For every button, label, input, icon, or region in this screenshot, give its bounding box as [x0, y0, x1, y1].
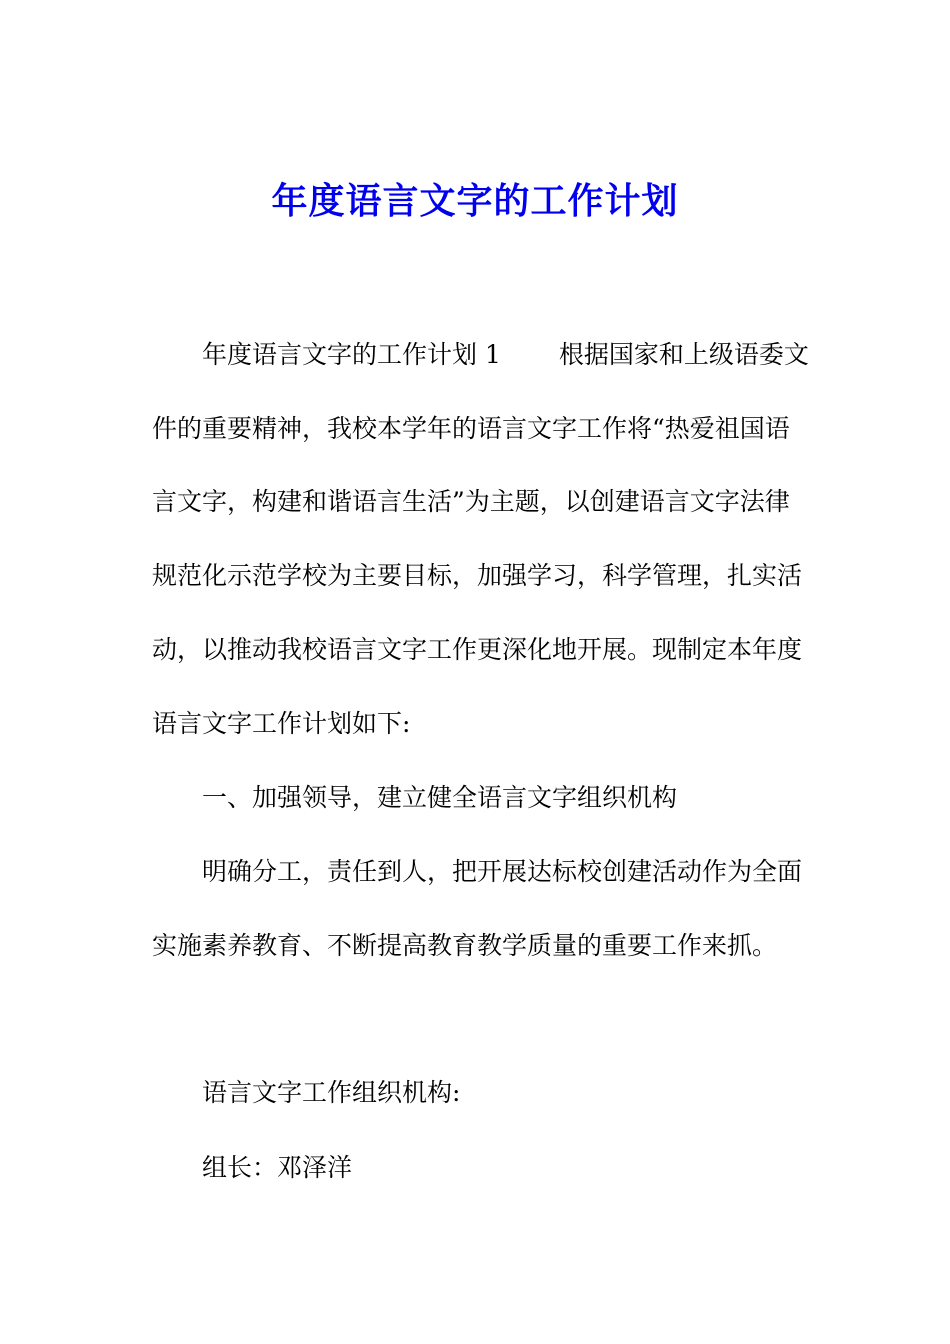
- paragraph-intro-body: 根据国家和上级语委文件的重要精神，我校本学年的语言文字工作将“热爱祖国语言文字，构建和谐语言生活”为主题，以创建语言文字法律规范化示范学校为主要目标，加强学习，科学管理，扎实活动，以推动我校语言文字工作更深化地开展。现制定本年度语言文字工作计划如下:: [152, 340, 809, 738]
- paragraph-organization: 语言文字工作组织机构:: [202, 1078, 461, 1107]
- paragraph-leader: 组长：邓泽洋: [202, 1153, 353, 1182]
- document-title: 年度语言文字的工作计划: [271, 180, 679, 222]
- section-heading-1: 一、加强领导，建立健全语言文字组织机构: [202, 783, 678, 812]
- paragraph-division: 明确分工，责任到人，把开展达标校创建活动作为全面实施素养教育、不断提高教育教学质量的重要工作来抓。: [152, 857, 803, 960]
- paragraph-intro: [152, 318, 812, 760]
- paragraph-intro-heading: 年度语言文字的工作计划 1: [202, 340, 501, 369]
